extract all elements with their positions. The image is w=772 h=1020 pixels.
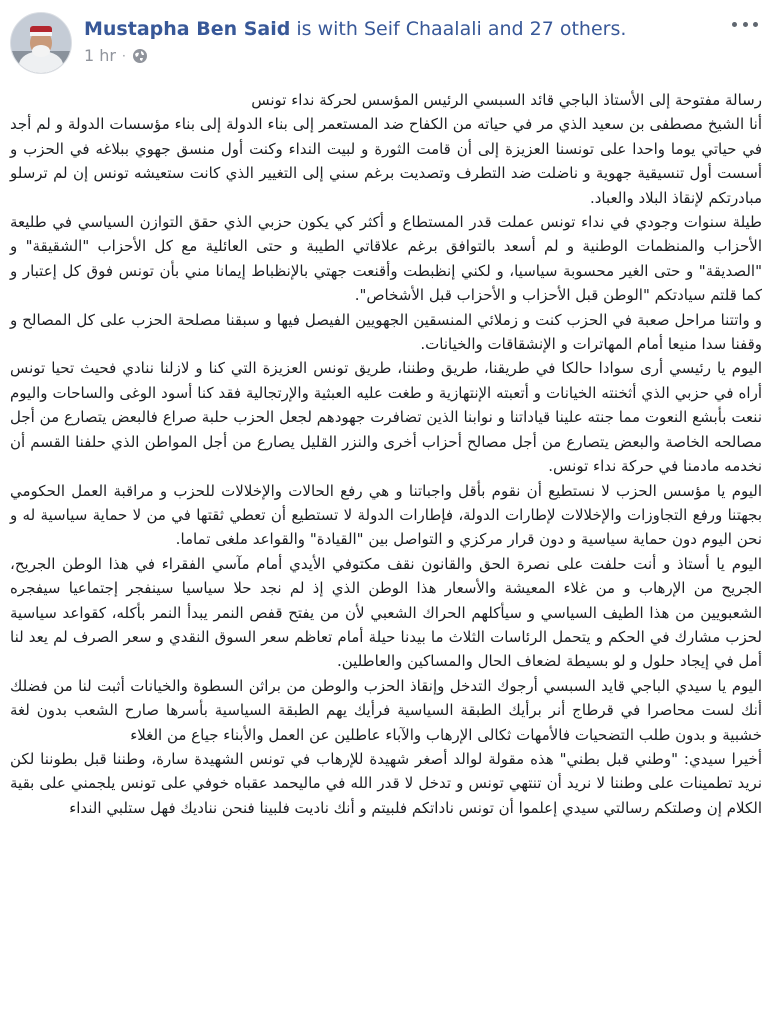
post-meta (84, 46, 148, 65)
menu-dot (743, 22, 748, 27)
menu-dot (732, 22, 737, 27)
post-body (10, 88, 762, 820)
meta-separator: · (121, 48, 126, 63)
globe-icon[interactable] (132, 48, 148, 64)
post-header (0, 0, 772, 90)
more-options-icon[interactable] (732, 14, 758, 34)
post-paragraph: و واتتنا مراحل صعبة في الحزب كنت و زملائي المنسقين الجهويين الفيصل فيها و سبقنا مصلحة الحزب على كل المصالح و وقفنا سدا منيعا أمام المهاترات و الإنشقاقات والخيانات. (10, 310, 762, 354)
post-headline (84, 16, 626, 42)
tagged-people-link[interactable]: is with Seif Chaalali and 27 others. (290, 18, 627, 40)
menu-dot (753, 22, 758, 27)
post-paragraph: طيلة سنوات وجودي في نداء تونس عملت قدر المستطاع و أكثر كي يكون حزبي الذي حقق التوازن السياسي في طليعة الأحزاب والمنظمات الوطنية و لم أسعد بالتوافق برغم علاقاتي الطيبة و حتى العائلية مع كل الأحزاب "الشقيقة" و "الصديقة" و حتى الغير محسوبة سياسيا، و لكني إنظبطت وأقنعت جهتي بالإنظباط إيمانا مني بأن تونس فوق كل إعتبار و كما قلتم سيادتكم "الوطن قبل الأحزاب و الأحزاب قبل الأشخاص". (10, 213, 762, 305)
post-paragraph: أخيرا سيدي: "وطني قبل بطني" هذه مقولة لوالد أصغر شهيدة للإرهاب في تونس الشهيدة سارة، وطننا قبل بطوننا لكن نريد تطمينات على وطننا لا نريد أن تنتهي تونس و تدخل لا قدر الله في ماليحمد عقباه خوفي على تونس يلجمني على بقية الكلام إن وصلتكم رسالتي سيدي إعلموا أن تونس ناداتكم فلبيتم و أنك ناديت فلبينا فنحن نناديك فهل ستلبي النداء (10, 749, 762, 817)
author-name-link[interactable]: Mustapha Ben Said (84, 18, 291, 40)
post-paragraph: اليوم يا سيدي الباجي قايد السبسي أرجوك التدخل وإنقاذ الحزب والوطن من براثن السطوة والخيانات أثبت لنا من فضلك أنك لست محاصرا في قرطاج أنر برأيك الطبقة السياسية فرأيك يهم الطبقة السياسية بأسرها صارح الشعب بدون لغة خشبية و بدون طلب التضحيات فالأمهات ثكالى الإرهاب والآباء عاطلين عن العمل والأبناء جياع من الغلاء (10, 676, 762, 744)
post-paragraph: اليوم يا أستاذ و أنت حلفت على نصرة الحق والقانون نقف مكتوفي الأيدي أمام مآسي الفقراء في هذا الوطن الجريح، الجريح من الإرهاب و من غلاء المعيشة والأسعار هذا الوطن الذي إذ لم نجد حلا سياسيا سينفجر إجتماعيا سيفجره الشعبويين من هذا الطيف السياسي و سيأكلهم الحراك الشعبي لأن من يفتح قفص النمر يبدأ النمر بأكله، كقواعد سياسية لحزب مشارك في الحكم و يتحمل الرئاسات الثلاث ما بيدنا حيلة أمام تعاظم سعر السوق النقدي و سعر الصرف لم يعد لنا أمل في إيجاد حلول و لو بسيطة لضعاف الحال والمساكين والعاطلين. (10, 554, 762, 671)
post-paragraph: اليوم يا مؤسس الحزب لا نستطيع أن نقوم بأقل واجباتنا و هي رفع الحالات والإخلالات للحزب و مراقبة العمل الحكومي بجهتنا ورفع التجاوزات والإخلالات لإطارات الدولة، فإطارات الدولة لا تستطيع أن تعطي ثقتها في من لا حماية سياسية له و نحن اليوم دون حماية سياسية و دون قرار مركزي و التواصل بين "القيادة" والقواعد ملغى تماما. (10, 481, 762, 549)
post-timestamp[interactable]: 1 hr (84, 46, 116, 65)
post-paragraph: أنا الشيخ مصطفى بن سعيد الذي مر في حياته من الكفاح ضد المستعمر إلى بناء الدولة إلى بناء مؤسسات الدولة و لم أجد في حياتي يوما واحدا على تونسنا العزيزة إلى أن قامت الثورة و لبيت النداء وكنت أول منسق جهوي ببلاغه في الحزب و أسست أول تنسيقية جهوية و ناضلت ضد التطرف وتصديت برغم سني إلى التغيير الذي كانت ستعيشه تونس إن لم ترسلو مبادرتكم لإنقاذ البلاد والعباد. (10, 115, 762, 207)
author-avatar[interactable] (10, 12, 72, 74)
post-paragraph: رسالة مفتوحة إلى الأستاذ الباجي قائد السبسي الرئيس المؤسس لحركة نداء تونس (251, 91, 762, 109)
post-paragraph: اليوم يا رئيسي أرى سوادا حالكا في طريقنا، طريق وطننا، طريق تونس العزيزة التي كنا و لازلنا ننادي فحيث تحيا تونس أراه في حزبي الذي أثخنته الخيانات و أتعبته الإنتهازية و طغت عليه العبثية والإرتجالية فقد كنا أسود الوغى والساحات واليوم ننعت بأبشع النعوت مما جنته علينا قياداتنا و نوابنا الذين تضافرت جهودهم لجعل الحزب حلبة صراع فالبعض يتصارع من أجل مصالحه الخاصة والبعض يتصارع من أجل مصالح أحزاب أخرى والنزر القليل يصارع من أجل المواطن الذي حلفنا القسم أن نخدمه مادمنا في حركة نداء تونس. (10, 359, 762, 476)
